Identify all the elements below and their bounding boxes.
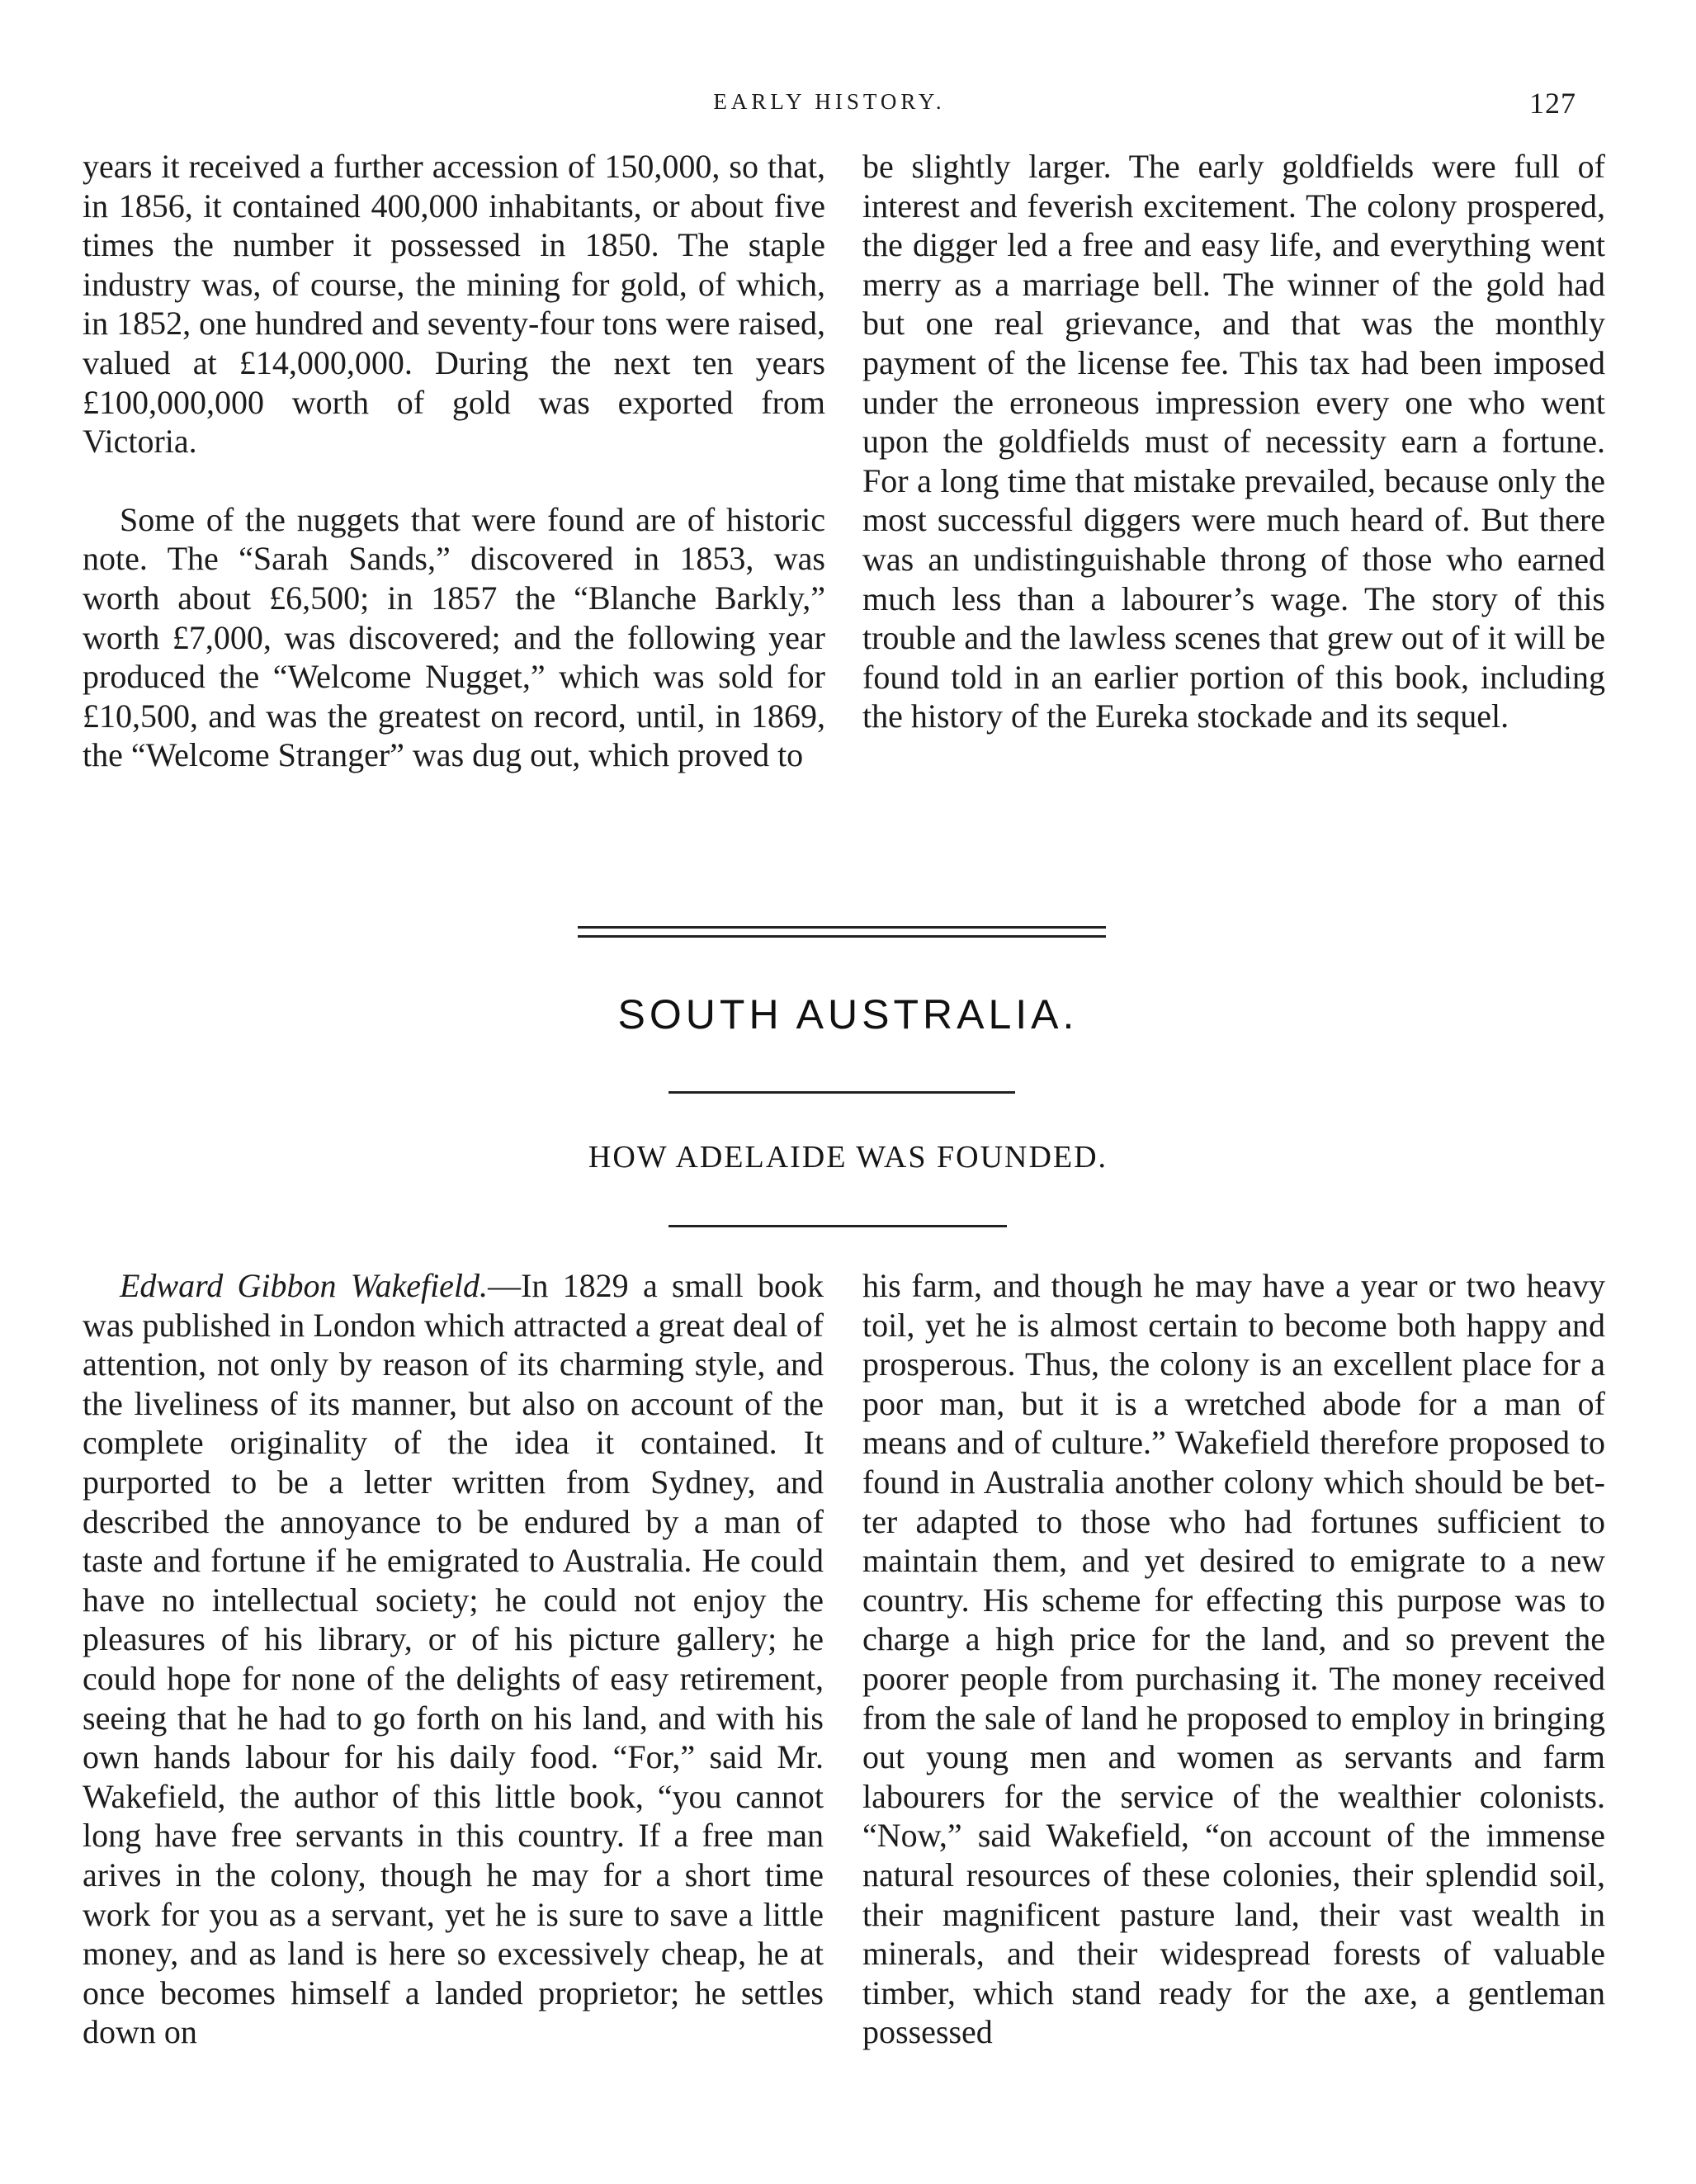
paragraph: his farm, and though he may have a year or two heavy toil, yet he is almost certain to become both happy and prosperous. Thus, the colony is an excellent place for a poor man, but it is a wretched abode for a man of means and of culture.” Wakefield therefore proposed to found in Australia another colony which should be better adapted to those who had fortunes sufficient to maintain them, and yet desired to emigrate to a new country. His scheme for effecting this purpose was to charge a high price for the land, and so prevent the poorer people from purchasing it. The money received from the sale of land he proposed to employ in bringing out young men and women as servants and farm labourers for the service of the wealthier colonists. “Now,” said Wakefield, “on account of the immense natural resources of these colonies, their splendid soil, their magnificent pasture land, their vast wealth in minerals, and their widespread forests of valuable timber, which stand ready for the axe, a gentleman possessed xyxy=(862,1267,1605,2051)
bottom-left-column xyxy=(83,1266,824,2052)
paragraph xyxy=(83,1266,824,2052)
top-left-column xyxy=(83,147,825,775)
paragraph-text: —In 1829 a small book was published in London which attracted a great deal of attention, not only by reason of its charming style, and the liveliness of its manner, but also on account of the complete originality of the idea it contained. It purported to be a letter written from Sydney, and described the annoyance to be endured by a man of taste and fortune if he emigrated to Australia. He could have no intellectual society; he could not enjoy the pleasures of his library, or of his picture gallery; he could hope for none of the delights of easy retirement, seeing that he had to go forth on his land, and with his own hands labour for his daily food. “For,” said Mr. Wakefield, the author of this little book, “you cannot long have free servants in this country. If a free man arives in the colony, though he may for a short time work for you as a servant, yet he is sure to save a little money, and as land is here so excessively cheap, he at once becomes himself a landed proprietor; he settles down on xyxy=(83,1267,824,2051)
section-divider-double-rule xyxy=(578,926,1106,938)
page-number: 127 xyxy=(1529,87,1576,120)
title-underline-rule xyxy=(668,1091,1015,1094)
paragraph: Some of the nuggets that were found are of historic note. The “Sarah Sands,” discovered in 1853, was worth about £6,500; in 1857 the “Blanche Barkly,” worth £7,000, was discovered; and the following year produced the “Welcome Nugget,” which was sold for £10,500, and was the greatest on record, until, in 1869, the “Welcome Stranger” was dug out, which proved to xyxy=(83,500,825,774)
section-subtitle: HOW ADELAIDE WAS FOUNDED. xyxy=(588,1140,1108,1175)
paragraph: be slightly larger. The early goldfields were full of interest and feverish excitement. The colony prospered, the digger led a free and easy life, and everything went merry as a marriage bell. The winner of the gold had but one real grievance, and that was the monthly payment of the license fee. This tax had been imposed under the erroneous impression every one who went upon the goldfields must of necessity earn a fortune. For a long time that mistake prevailed, because only the most successful diggers were much heard of. But there was an undistinguishable throng of those who earned much less than a labourer’s wage. The story of this trouble and the lawless scenes that grew out of it will be found told in an earlier portion of this book, including the history of the Eureka stockade and its sequel. xyxy=(862,148,1605,735)
page-header xyxy=(83,86,1576,127)
subtitle-underline-rule xyxy=(668,1225,1007,1227)
top-right-column xyxy=(862,147,1605,736)
section-title: SOUTH AUSTRALIA. xyxy=(617,991,1079,1038)
bottom-right-column xyxy=(862,1266,1605,2052)
lead-name: Edward Gibbon Wakefield. xyxy=(120,1267,489,1304)
paragraph: years it received a further accession of 150,000, so that, in 1856, it contained 400,000 inhabitants, or about five times the number it possessed in 1850. The staple industry was, of course, the mining for gold, of which, in 1852, one hundred and seventy-four tons were raised, valued at £14,000,000. During the next ten years £100,000,000 worth of gold was exported from Victoria. xyxy=(83,148,825,461)
running-head: EARLY HISTORY. xyxy=(713,89,946,114)
